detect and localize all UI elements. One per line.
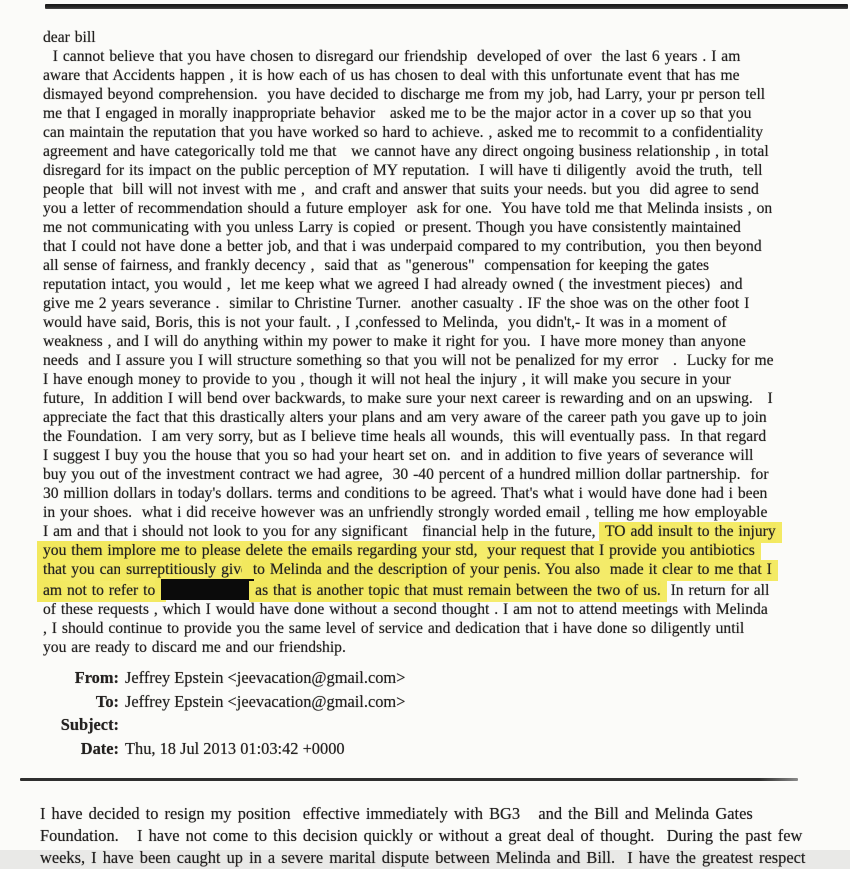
highlighted-text: you them implore me to please delete the emails regarding your std, your request that I provide you antibiotics bbox=[43, 541, 755, 562]
text-segment: agreement and have categorically told me that we cannot have any direct ongoing business relationship , in total bbox=[43, 143, 769, 160]
text-segment: , I should continue to provide you the same level of service and dedication that i have done so diligently until bbox=[43, 620, 745, 637]
email-body-text bbox=[43, 28, 818, 657]
email-header-block bbox=[0, 666, 600, 760]
highlighted-text: as that is another topic that must remain between the two of us. bbox=[255, 581, 661, 602]
text-segment: can maintain the reputation that you have worked so hard to achieve. , asked me to recommit to a confidentiality bbox=[43, 124, 764, 141]
text-line bbox=[43, 256, 818, 275]
highlighted-text: surreptitiously give bbox=[126, 560, 248, 584]
header-value: Jeffrey Epstein <jeevacation@gmail.com> bbox=[125, 691, 406, 711]
text-line bbox=[43, 123, 818, 142]
email-header-row bbox=[0, 737, 600, 761]
text-line bbox=[43, 579, 818, 600]
header-label: Date: bbox=[80, 738, 119, 758]
text-segment: that I could not have done a better job, and that i was underpaid compared to my contribution, you then beyond bbox=[43, 238, 762, 255]
text-line bbox=[43, 161, 818, 180]
text-line bbox=[43, 465, 818, 484]
text-segment: all sense of fairness, and frankly decency , said that as "generous" compensation for keeping the gates bbox=[43, 257, 710, 274]
text-segment: I have enough money to provide to you , though it will not heal the injury , it will make you secure in your bbox=[43, 371, 731, 388]
text-line bbox=[43, 446, 818, 465]
text-segment: disregard for its impact on the public perception of MY reputation. I will have ti diligently avoid the truth, tell bbox=[43, 162, 763, 179]
text-segment: future, In addition I will bend over backwards, to make sure your next career is rewarding and on an upswing. I bbox=[43, 390, 773, 407]
header-label: To: bbox=[95, 691, 119, 711]
text-line bbox=[43, 541, 818, 560]
text-segment: Foundation. I have not come to this decision quickly or without a great deal of thought. During the past few bbox=[40, 826, 803, 845]
text-line bbox=[43, 351, 818, 370]
text-line bbox=[43, 85, 818, 104]
highlighted-text: am not to refer to bbox=[43, 581, 160, 602]
highlighted-text: TO add insult to the injury bbox=[605, 522, 776, 543]
text-line bbox=[43, 503, 818, 522]
text-line bbox=[43, 332, 818, 351]
text-segment: you are ready to discard me and our friendship. bbox=[43, 639, 346, 656]
text-segment: me not communicating with you unless Larry is copied or present. Though you have consistently maintained bbox=[43, 219, 741, 236]
text-line bbox=[40, 825, 840, 847]
text-segment: dismayed beyond comprehension. you have decided to discharge me from my job, had Larry, your pr person tell bbox=[43, 86, 766, 103]
text-line bbox=[43, 600, 818, 619]
text-line bbox=[43, 275, 818, 294]
text-segment: buy you out of the investment contract we had agree, 30 -40 percent of a hundred million dollar partnership. for bbox=[43, 466, 769, 483]
text-line bbox=[43, 28, 818, 47]
text-segment: the Foundation. I am very sorry, but as I believe time heals all wounds, this will eventually pass. In that regard bbox=[43, 428, 767, 445]
text-segment: you a letter of recommendation should a future employer ask for one. You have told me that Melinda insists , on bbox=[43, 200, 773, 217]
text-line bbox=[40, 803, 840, 825]
text-segment: me that I engaged in morally inappropriate behavior asked me to be the major actor in a cover up so that you bbox=[43, 105, 752, 122]
header-label: From: bbox=[74, 668, 119, 687]
text-line bbox=[43, 313, 818, 332]
text-segment: needs and I assure you I will structure something so that you will not be penalized for my error . Lucky for me bbox=[43, 352, 774, 369]
text-line bbox=[43, 66, 818, 85]
text-line bbox=[43, 142, 818, 161]
text-line bbox=[43, 408, 818, 427]
text-segment: In return for all bbox=[660, 582, 770, 599]
text-segment: appreciate the fact that this drastically alters your plans and am very aware of the career path you gave up to join bbox=[43, 409, 767, 426]
text-segment: I suggest I buy you the house that you so had your heart set on. and in addition to five years of severance will bbox=[43, 447, 754, 464]
section-divider-line bbox=[20, 778, 798, 781]
top-divider-line bbox=[45, 4, 848, 9]
text-segment: 30 million dollars in today's dollars. terms and conditions to be agreed. That's what i would have done had i been bbox=[43, 485, 768, 502]
text-segment: people that bill will not invest with me , and craft and answer that suits your needs. but you did agree to send bbox=[43, 181, 759, 198]
text-line bbox=[43, 294, 818, 313]
text-segment: would have said, Boris, this is not your fault. , I ,confessed to Melinda, you didn't,- It was in a moment of bbox=[43, 314, 727, 331]
text-segment: dear bill bbox=[43, 29, 96, 46]
text-line bbox=[43, 47, 818, 66]
header-value: Jeffrey Epstein <jeevacation@gmail.com> bbox=[125, 668, 406, 687]
text-line bbox=[43, 180, 818, 199]
text-line bbox=[43, 427, 818, 446]
text-segment: aware that Accidents happen , it is how each of us has chosen to deal with this unfortunate event that has me bbox=[43, 67, 740, 84]
text-line bbox=[43, 370, 818, 389]
highlighted-text: to Melinda and the description of your penis. You also made it clear to me that I bbox=[248, 560, 772, 581]
text-segment: I have decided to resign my position effective immediately with BG3 and the Bill and Melinda Gates bbox=[40, 804, 753, 823]
text-line bbox=[43, 560, 818, 579]
text-line bbox=[43, 484, 818, 503]
text-line bbox=[43, 104, 818, 123]
text-segment: reputation intact, you would , let me keep what we agreed I had already owned ( the investment pieces) and bbox=[43, 276, 743, 293]
email-header-row bbox=[0, 713, 600, 737]
text-segment: weeks, I have been caught up in a severe marital dispute between Melinda and Bill. I have the greatest respect bbox=[40, 848, 806, 867]
text-line bbox=[43, 389, 818, 408]
text-segment: in your shoes. what i did receive however was an unfriendly strongly worded email , telling me how employable bbox=[43, 504, 768, 521]
text-segment: give me 2 years severance . similar to Christine Turner. another casualty . IF the shoe was on the other foot I bbox=[43, 295, 750, 312]
second-email-text bbox=[40, 803, 840, 869]
email-header-row bbox=[0, 690, 600, 714]
highlighted-text: that you can bbox=[43, 560, 126, 581]
redaction-box bbox=[161, 579, 254, 600]
text-line bbox=[43, 237, 818, 256]
header-value: Thu, 18 Jul 2013 01:03:42 +0000 bbox=[125, 738, 345, 758]
text-segment: of these requests , which I would have done without a second thought . I am not to attend meetings with Melinda bbox=[43, 601, 768, 618]
text-line bbox=[43, 199, 818, 218]
email-header-row bbox=[0, 666, 600, 690]
text-line bbox=[43, 218, 818, 237]
text-line bbox=[43, 638, 818, 657]
text-line bbox=[43, 619, 818, 638]
text-segment: weakness , and I will do anything within my power to make it right for you. I have more money than anyone bbox=[43, 333, 746, 350]
text-line bbox=[40, 847, 840, 869]
text-segment: I am and that i should not look to you for any significant financial help in the future, bbox=[43, 523, 606, 540]
text-line bbox=[43, 522, 818, 541]
header-label: Subject: bbox=[60, 715, 119, 734]
text-segment: I cannot believe that you have chosen to disregard our friendship developed of over the last 6 years . I am bbox=[43, 48, 741, 65]
